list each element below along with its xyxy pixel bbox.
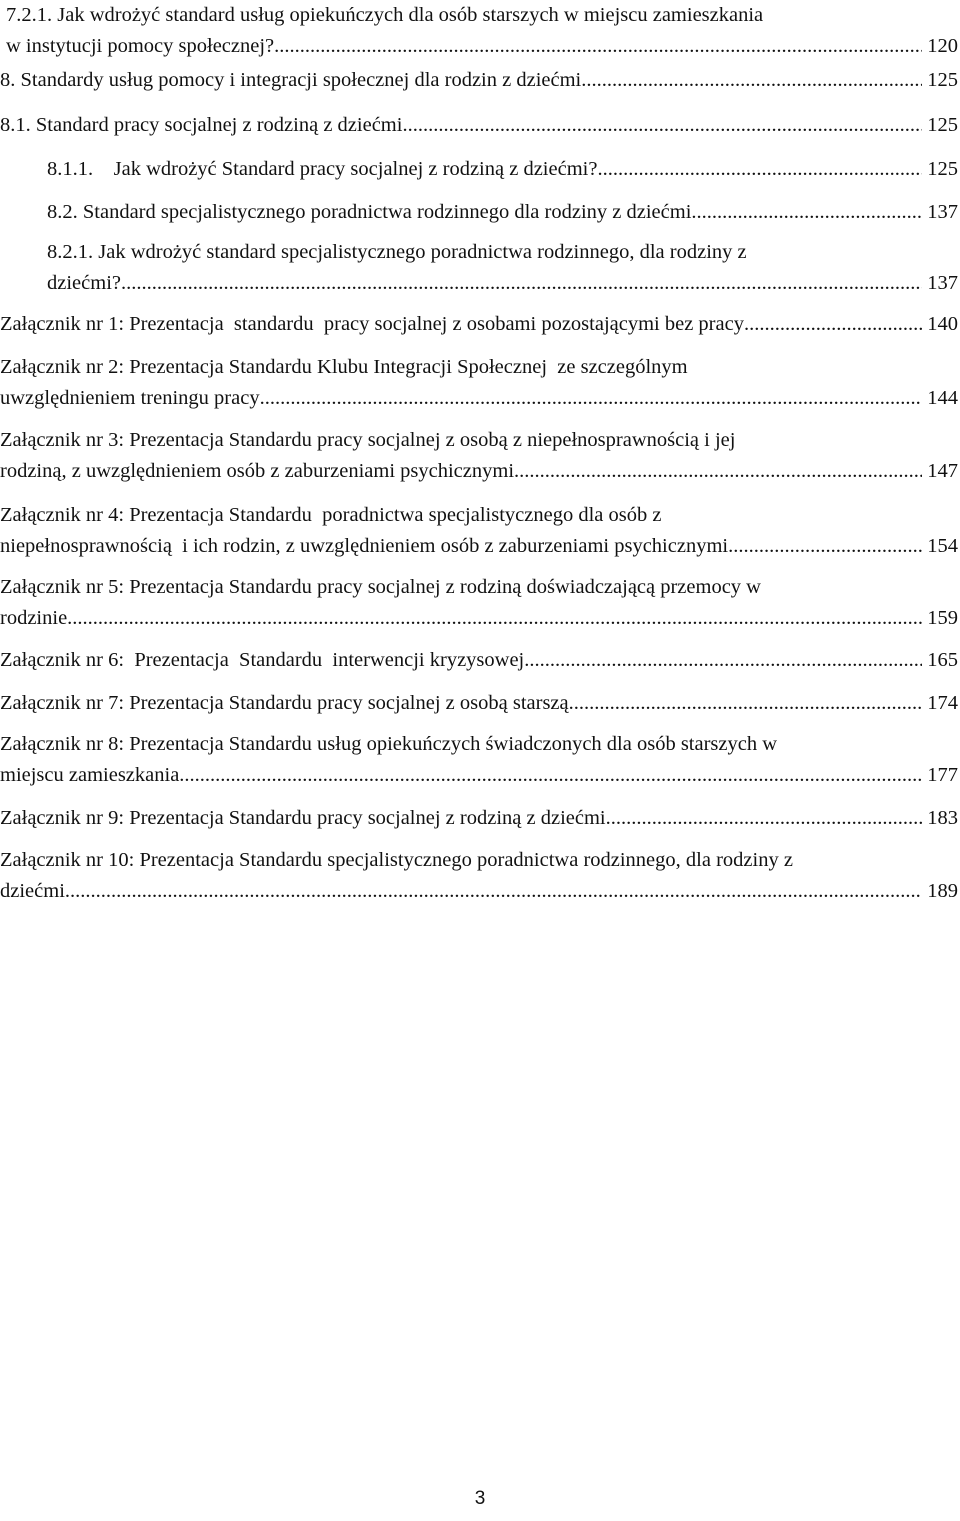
toc-entry-text: 8.1.1. Jak wdrożyć Standard pracy socjalnej z rodziną z dziećmi? <box>47 158 598 180</box>
dot-leader <box>524 645 922 676</box>
toc-entry-text: Załącznik nr 9: Prezentacja Standardu pracy socjalnej z rodziną z dziećmi <box>0 807 606 829</box>
toc-entry-line <box>0 729 960 760</box>
toc-page-number: 125 <box>922 114 958 136</box>
toc-entry-text: 8.1. Standard pracy socjalnej z rodziną z dziećmi <box>0 114 403 136</box>
toc-page-number: 174 <box>922 692 958 714</box>
toc-entry-text: Załącznik nr 4: Prezentacja Standardu poradnictwa specjalistycznego dla osób z <box>0 504 662 526</box>
toc-entry[interactable] <box>0 645 960 676</box>
toc-entry[interactable] <box>0 425 960 487</box>
toc-entry-line <box>0 603 960 634</box>
toc-entry-line <box>0 645 960 676</box>
toc-page-number: 159 <box>922 607 958 629</box>
dot-leader <box>691 197 922 228</box>
toc-entry-line <box>0 65 960 96</box>
dot-leader <box>260 383 923 414</box>
toc-entry[interactable] <box>0 803 960 834</box>
toc-entry-line <box>0 110 960 141</box>
toc-entry-line <box>0 197 960 228</box>
toc-entry[interactable] <box>0 154 960 185</box>
toc-page-number: 154 <box>922 535 958 557</box>
dot-leader <box>569 688 923 719</box>
dot-leader <box>67 603 922 634</box>
toc-entry-text: dziećmi <box>0 880 65 902</box>
toc-entry-text: uwzględnieniem treningu pracy <box>0 387 260 409</box>
toc-page-number: 120 <box>922 35 958 57</box>
dot-leader <box>728 531 922 562</box>
toc-entry-line <box>0 531 960 562</box>
toc-entry-text: 7.2.1. Jak wdrożyć standard usług opiekuńczych dla osób starszych w miejscu zamieszkania <box>6 4 764 26</box>
toc-entry[interactable] <box>0 729 960 791</box>
dot-leader <box>402 110 922 141</box>
toc-page-number: 147 <box>922 460 958 482</box>
toc-page-number: 125 <box>922 158 958 180</box>
toc-entry-line <box>0 0 960 31</box>
toc-entry-line <box>0 803 960 834</box>
toc-entry-line <box>0 876 960 907</box>
toc-page-number: 140 <box>922 313 958 335</box>
dot-leader <box>274 31 922 62</box>
toc-entry-line <box>0 383 960 414</box>
toc-entry-line <box>0 845 960 876</box>
toc-entry-line <box>0 688 960 719</box>
toc-entry-text: 8.2.1. Jak wdrożyć standard specjalistycznego poradnictwa rodzinnego, dla rodziny z <box>47 241 747 263</box>
toc-entry-text: 8.2. Standard specjalistycznego poradnictwa rodzinnego dla rodziny z dziećmi <box>47 201 692 223</box>
dot-leader <box>597 154 922 185</box>
dot-leader <box>514 456 922 487</box>
toc-page-number: 189 <box>922 880 958 902</box>
toc-entry-text: dziećmi? <box>47 272 121 294</box>
toc-entry-line <box>0 500 960 531</box>
toc-entry-line <box>0 456 960 487</box>
toc-entry-text: Załącznik nr 2: Prezentacja Standardu Klubu Integracji Społecznej ze szczególnym <box>0 356 688 378</box>
toc-entry-text: miejscu zamieszkania <box>0 764 180 786</box>
toc-entry-text: Załącznik nr 8: Prezentacja Standardu usług opiekuńczych świadczonych dla osób starszych w <box>0 733 778 755</box>
toc-page-number: 125 <box>922 69 958 91</box>
toc-entry[interactable] <box>0 197 960 228</box>
toc-entry[interactable] <box>0 845 960 907</box>
toc-entry-text: Załącznik nr 6: Prezentacja Standardu interwencji kryzysowej <box>0 649 525 671</box>
toc-entry-line <box>0 572 960 603</box>
toc-entry-line <box>0 154 960 185</box>
toc-entry[interactable] <box>0 500 960 562</box>
toc-entry[interactable] <box>0 309 960 340</box>
dot-leader <box>121 268 922 299</box>
toc-entry-line <box>0 268 960 299</box>
toc-entry[interactable] <box>0 572 960 634</box>
toc-page-number: 165 <box>922 649 958 671</box>
page-number: 3 <box>474 1488 486 1509</box>
toc-page-number: 144 <box>922 387 958 409</box>
toc-entry-line <box>0 309 960 340</box>
toc-entry[interactable] <box>0 688 960 719</box>
dot-leader <box>606 803 923 834</box>
toc-entry[interactable] <box>0 352 960 414</box>
toc-entry-text: rodzinie <box>0 607 68 629</box>
toc-page-number: 137 <box>922 272 958 294</box>
toc-entry-text: Załącznik nr 1: Prezentacja standardu pracy socjalnej z osobami pozostającymi bez pracy <box>0 313 744 335</box>
toc-entry[interactable] <box>0 110 960 141</box>
toc-entry-line <box>0 352 960 383</box>
toc-entry-text: Załącznik nr 5: Prezentacja Standardu pracy socjalnej z rodziną doświadczającą przemocy w <box>0 576 761 598</box>
toc-entry-text: Załącznik nr 10: Prezentacja Standardu specjalistycznego poradnictwa rodzinnego, dla rodziny z <box>0 849 793 871</box>
toc-entry[interactable] <box>0 0 960 62</box>
toc-entry-line <box>0 31 960 62</box>
toc-entry-line <box>0 425 960 456</box>
toc-entry-text: w instytucji pomocy społecznej? <box>6 35 275 57</box>
dot-leader <box>179 760 922 791</box>
dot-leader <box>65 876 922 907</box>
toc-entry-text: 8. Standardy usług pomocy i integracji społecznej dla rodzin z dziećmi <box>0 69 582 91</box>
toc-entry-line <box>0 760 960 791</box>
toc-entry-text: Załącznik nr 3: Prezentacja Standardu pracy socjalnej z osobą z niepełnosprawnością i jej <box>0 429 736 451</box>
toc-entry-text: niepełnosprawnością i ich rodzin, z uwzględnieniem osób z zaburzeniami psychicznymi <box>0 535 729 557</box>
dot-leader <box>581 65 922 96</box>
toc-entry-text: Załącznik nr 7: Prezentacja Standardu pracy socjalnej z osobą starszą <box>0 692 569 714</box>
dot-leader <box>744 309 922 340</box>
toc-entry[interactable] <box>0 237 960 299</box>
toc-entry-line <box>0 237 960 268</box>
toc-page-number: 183 <box>922 807 958 829</box>
toc-entry-text: rodziną, z uwzględnieniem osób z zaburzeniami psychicznymi <box>0 460 515 482</box>
toc-page-number: 137 <box>922 201 958 223</box>
toc-page-number: 177 <box>922 764 958 786</box>
toc-entry[interactable] <box>0 65 960 96</box>
